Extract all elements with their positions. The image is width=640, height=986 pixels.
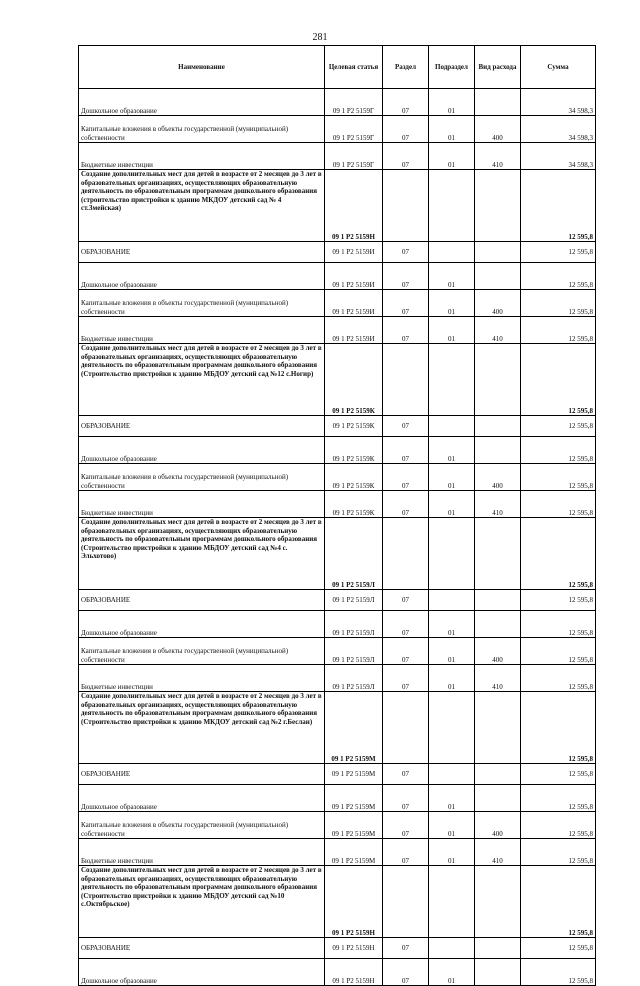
cell-section: 07: [383, 263, 429, 290]
cell-amount: 12 595,8: [521, 437, 596, 464]
cell-expense: [475, 89, 521, 116]
cell-amount: 12 595,8: [521, 665, 596, 692]
table-header-row: [79, 46, 596, 89]
cell-code: 09 1 Р2 5159Н: [325, 959, 383, 986]
header-section: Раздел: [383, 46, 429, 89]
cell-code: 09 1 Р2 5159И: [325, 242, 383, 263]
cell-amount: 12 595,8: [521, 959, 596, 986]
cell-subsection: 01: [429, 959, 475, 986]
cell-subsection: 01: [429, 464, 475, 491]
cell-expense: [475, 959, 521, 986]
cell-subsection: 01: [429, 812, 475, 839]
cell-name: ОБРАЗОВАНИЕ: [79, 590, 325, 611]
cell-subsection: [429, 416, 475, 437]
cell-amount: 12 595,8: [521, 692, 596, 764]
cell-name: Дошкольное образование: [79, 89, 325, 116]
cell-name: Создание дополнительных мест для детей в возрасте от 2 месяцев до 3 лет в образовательных организациях, осуществляющих образовательную деятельность по образовательным программам дошкольного образования (строительство пристройки к зданию МКДОУ детский сад № 4 ст.Змейская): [79, 170, 325, 242]
table-row: [79, 89, 596, 116]
cell-expense: 410: [475, 143, 521, 170]
cell-subsection: [429, 518, 475, 590]
table-row: [79, 665, 596, 692]
cell-section: [383, 866, 429, 938]
cell-amount: 12 595,8: [521, 491, 596, 518]
cell-subsection: 01: [429, 785, 475, 812]
cell-amount: 34 598,3: [521, 89, 596, 116]
header-subsection: Подраздел: [429, 46, 475, 89]
table-row: [79, 938, 596, 959]
cell-section: 07: [383, 959, 429, 986]
cell-expense: 410: [475, 839, 521, 866]
cell-name: Создание дополнительных мест для детей в возрасте от 2 месяцев до 3 лет в образовательных организациях, осуществляющих образовательную деятельность по образовательным программам дошкольного образования (Строительство пристройки к зданию МБДОУ детский сад №12 с.Ногир): [79, 344, 325, 416]
table-row: [79, 263, 596, 290]
cell-subsection: [429, 242, 475, 263]
cell-amount: 12 595,8: [521, 938, 596, 959]
cell-code: 09 1 Р2 5159И: [325, 290, 383, 317]
cell-section: 07: [383, 812, 429, 839]
table-row: [79, 518, 596, 590]
cell-name: Дошкольное образование: [79, 263, 325, 290]
cell-section: 07: [383, 116, 429, 143]
table-row: [79, 692, 596, 764]
cell-subsection: 01: [429, 143, 475, 170]
cell-name: Создание дополнительных мест для детей в возрасте от 2 месяцев до 3 лет в образовательных организациях, осуществляющих образовательную деятельность по образовательным программам дошкольного образования (Строительство пристройки к зданию МБДОУ детский сад №4 с. Эльхотово): [79, 518, 325, 590]
cell-expense: 400: [475, 290, 521, 317]
cell-name: Капитальные вложения в объекты государственной (муниципальной) собственности: [79, 116, 325, 143]
cell-expense: 400: [475, 116, 521, 143]
cell-name: Дошкольное образование: [79, 611, 325, 638]
cell-name: Дошкольное образование: [79, 959, 325, 986]
cell-subsection: 01: [429, 317, 475, 344]
cell-section: 07: [383, 317, 429, 344]
cell-expense: [475, 764, 521, 785]
table-row: [79, 416, 596, 437]
cell-expense: 410: [475, 317, 521, 344]
cell-amount: 12 595,8: [521, 866, 596, 938]
cell-code: 09 1 Р2 5159Г: [325, 116, 383, 143]
cell-section: 07: [383, 89, 429, 116]
cell-amount: 12 595,8: [521, 839, 596, 866]
table-row: [79, 317, 596, 344]
cell-name: Дошкольное образование: [79, 785, 325, 812]
table-row: [79, 170, 596, 242]
cell-name: ОБРАЗОВАНИЕ: [79, 242, 325, 263]
cell-expense: [475, 242, 521, 263]
cell-amount: 12 595,8: [521, 611, 596, 638]
cell-section: 07: [383, 839, 429, 866]
cell-amount: 12 595,8: [521, 518, 596, 590]
cell-code: 09 1 Р2 5159Л: [325, 665, 383, 692]
cell-name: Бюджетные инвестиции: [79, 317, 325, 344]
cell-expense: 400: [475, 812, 521, 839]
cell-amount: 12 595,8: [521, 416, 596, 437]
table-row: [79, 491, 596, 518]
table-row: [79, 764, 596, 785]
cell-code: 09 1 Р2 5159Л: [325, 638, 383, 665]
cell-amount: 12 595,8: [521, 344, 596, 416]
header-amount: Сумма: [521, 46, 596, 89]
cell-expense: 400: [475, 464, 521, 491]
cell-subsection: [429, 692, 475, 764]
cell-name: Создание дополнительных мест для детей в возрасте от 2 месяцев до 3 лет в образовательных организациях, осуществляющих образовательную деятельность по образовательным программам дошкольного образования (Строительство пристройки к зданию МБДОУ детский сад №10 с.Октябрьское): [79, 866, 325, 938]
cell-name: Бюджетные инвестиции: [79, 839, 325, 866]
cell-section: 07: [383, 437, 429, 464]
cell-code: 09 1 Р2 5159К: [325, 491, 383, 518]
cell-section: 07: [383, 242, 429, 263]
cell-code: 09 1 Р2 5159Г: [325, 143, 383, 170]
cell-subsection: 01: [429, 638, 475, 665]
cell-expense: [475, 866, 521, 938]
table-row: [79, 143, 596, 170]
table-row: [79, 290, 596, 317]
cell-expense: [475, 518, 521, 590]
cell-subsection: 01: [429, 89, 475, 116]
cell-code: 09 1 Р2 5159К: [325, 416, 383, 437]
cell-code: 09 1 Р2 5159Н: [325, 170, 383, 242]
cell-amount: 12 595,8: [521, 263, 596, 290]
cell-amount: 34 598,3: [521, 143, 596, 170]
cell-amount: 12 595,8: [521, 785, 596, 812]
cell-code: 09 1 Р2 5159Л: [325, 611, 383, 638]
cell-expense: [475, 170, 521, 242]
cell-name: Капитальные вложения в объекты государственной (муниципальной) собственности: [79, 638, 325, 665]
cell-expense: [475, 416, 521, 437]
cell-code: 09 1 Р2 5159И: [325, 263, 383, 290]
cell-code: 09 1 Р2 5159Н: [325, 938, 383, 959]
cell-section: [383, 692, 429, 764]
cell-code: 09 1 Р2 5159Л: [325, 590, 383, 611]
table-row: [79, 839, 596, 866]
cell-section: 07: [383, 590, 429, 611]
cell-section: [383, 344, 429, 416]
header-name: Наименование: [79, 46, 325, 89]
cell-code: 09 1 Р2 5159М: [325, 692, 383, 764]
cell-name: Капитальные вложения в объекты государственной (муниципальной) собственности: [79, 812, 325, 839]
table-row: [79, 611, 596, 638]
cell-section: 07: [383, 638, 429, 665]
cell-expense: 410: [475, 491, 521, 518]
cell-name: ОБРАЗОВАНИЕ: [79, 938, 325, 959]
cell-subsection: 01: [429, 611, 475, 638]
cell-name: Создание дополнительных мест для детей в возрасте от 2 месяцев до 3 лет в образовательных организациях, осуществляющих образовательную деятельность по образовательным программам дошкольного образования (Строительство пристройки к зданию МКДОУ детский сад №2 г.Беслан): [79, 692, 325, 764]
cell-expense: [475, 785, 521, 812]
cell-amount: 12 595,8: [521, 317, 596, 344]
cell-section: [383, 518, 429, 590]
cell-amount: 12 595,8: [521, 242, 596, 263]
table-row: [79, 464, 596, 491]
cell-section: 07: [383, 785, 429, 812]
table-body: [79, 89, 596, 986]
cell-subsection: 01: [429, 263, 475, 290]
cell-subsection: 01: [429, 116, 475, 143]
cell-amount: 12 595,8: [521, 590, 596, 611]
cell-code: 09 1 Р2 5159Л: [325, 518, 383, 590]
table-row: [79, 785, 596, 812]
cell-amount: 12 595,8: [521, 290, 596, 317]
cell-section: 07: [383, 416, 429, 437]
cell-subsection: [429, 590, 475, 611]
cell-section: 07: [383, 464, 429, 491]
cell-expense: 410: [475, 665, 521, 692]
cell-section: 07: [383, 938, 429, 959]
cell-amount: 34 598,3: [521, 116, 596, 143]
cell-name: ОБРАЗОВАНИЕ: [79, 764, 325, 785]
cell-amount: 12 595,8: [521, 812, 596, 839]
cell-code: 09 1 Р2 5159Г: [325, 89, 383, 116]
cell-code: 09 1 Р2 5159М: [325, 812, 383, 839]
cell-subsection: 01: [429, 839, 475, 866]
cell-section: 07: [383, 143, 429, 170]
cell-name: Дошкольное образование: [79, 437, 325, 464]
cell-section: 07: [383, 611, 429, 638]
cell-subsection: [429, 938, 475, 959]
cell-section: 07: [383, 764, 429, 785]
cell-code: 09 1 Р2 5159К: [325, 464, 383, 491]
cell-name: Бюджетные инвестиции: [79, 491, 325, 518]
cell-subsection: [429, 344, 475, 416]
table-row: [79, 116, 596, 143]
cell-subsection: 01: [429, 665, 475, 692]
cell-subsection: [429, 764, 475, 785]
cell-amount: 12 595,8: [521, 764, 596, 785]
cell-subsection: [429, 866, 475, 938]
table-row: [79, 242, 596, 263]
cell-code: 09 1 Р2 5159И: [325, 317, 383, 344]
table-row: [79, 590, 596, 611]
cell-expense: [475, 590, 521, 611]
cell-code: 09 1 Р2 5159М: [325, 764, 383, 785]
cell-expense: [475, 611, 521, 638]
cell-code: 09 1 Р2 5159М: [325, 839, 383, 866]
cell-expense: [475, 344, 521, 416]
table-row: [79, 866, 596, 938]
cell-code: 09 1 Р2 5159К: [325, 437, 383, 464]
table-row: [79, 959, 596, 986]
budget-table: [78, 45, 596, 986]
cell-amount: 12 595,8: [521, 464, 596, 491]
header-expense: Вид расхода: [475, 46, 521, 89]
cell-code: 09 1 Р2 5159М: [325, 785, 383, 812]
table-row: [79, 344, 596, 416]
cell-name: Капитальные вложения в объекты государственной (муниципальной) собственности: [79, 290, 325, 317]
cell-subsection: [429, 170, 475, 242]
cell-name: Капитальные вложения в объекты государственной (муниципальной) собственности: [79, 464, 325, 491]
cell-expense: [475, 437, 521, 464]
table-row: [79, 812, 596, 839]
cell-expense: [475, 692, 521, 764]
page-number: 281: [312, 32, 328, 43]
table-row: [79, 437, 596, 464]
cell-subsection: 01: [429, 437, 475, 464]
table-row: [79, 638, 596, 665]
cell-expense: [475, 938, 521, 959]
cell-section: [383, 170, 429, 242]
cell-name: Бюджетные инвестиции: [79, 665, 325, 692]
cell-subsection: 01: [429, 290, 475, 317]
cell-expense: [475, 263, 521, 290]
cell-expense: 400: [475, 638, 521, 665]
cell-name: Бюджетные инвестиции: [79, 143, 325, 170]
cell-code: 09 1 Р2 5159Н: [325, 866, 383, 938]
cell-name: ОБРАЗОВАНИЕ: [79, 416, 325, 437]
cell-amount: 12 595,8: [521, 170, 596, 242]
header-code: Целевая статья: [325, 46, 383, 89]
cell-subsection: 01: [429, 491, 475, 518]
cell-section: 07: [383, 290, 429, 317]
cell-section: 07: [383, 665, 429, 692]
cell-section: 07: [383, 491, 429, 518]
cell-amount: 12 595,8: [521, 638, 596, 665]
cell-code: 09 1 Р2 5159К: [325, 344, 383, 416]
